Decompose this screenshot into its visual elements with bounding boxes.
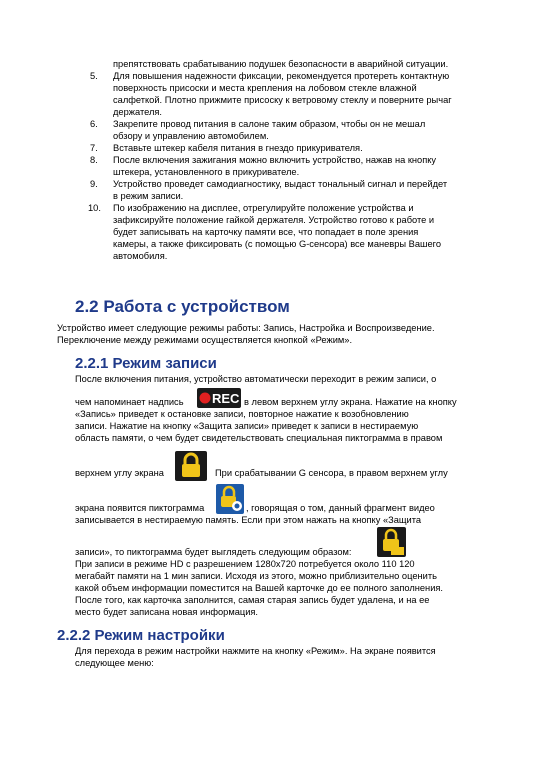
paragraph-line: Переключение между режимами осуществляется кнопкой «Режим». [57,335,353,345]
list-number: 10. [88,203,101,213]
list-number: 6. [90,119,98,129]
list-number: 8. [90,155,98,165]
paragraph-line: «Запись» приведет к остановке записи, повторное нажатие к возобновлению [75,409,409,419]
subsection-heading: 2.2.1 Режим записи [75,355,217,372]
list-item-line: Устройство проведет самодиагностику, выдаст тональный сигнал и перейдет [113,179,448,189]
protect-lock-icon [175,451,207,481]
protect-lock-graphic [175,451,207,481]
section-heading: 2.2 Работа с устройством [75,297,290,316]
paragraph-line: экрана появится пиктограмма [75,503,205,513]
list-item-line: Закрепите провод питания в салоне таким образом, чтобы он не мешал [113,119,426,129]
g-sensor-lock-icon [216,484,244,514]
paragraph-line: Устройство имеет следующие режимы работы: Запись, Настройка и Воспроизведение. [57,323,435,333]
manual-protect-lock-graphic [377,527,406,557]
paragraph-line: записывается в нестираемую память. Если при этом нажать на кнопку «Защита [75,515,422,525]
paragraph-line: , говорящая о том, данный фрагмент видео [246,503,435,513]
rec-indicator-graphic [197,388,241,408]
list-number: 9. [90,179,98,189]
paragraph-line: в левом верхнем углу экрана. Нажатие на кнопку [244,397,457,407]
paragraph-line: верхнем углу экрана [75,468,164,478]
paragraph-line: следующее меню: [75,658,154,668]
rec-indicator-icon [197,388,241,408]
list-item-line: салфеткой. Плотно прижмите присоску к ветровому стеклу и поверните рычаг [113,95,452,105]
list-item-line: По изображению на дисплее, отрегулируйте положение устройства и [113,203,414,213]
paragraph-line: При срабатывании G сенсора, в правом верхнем углу [215,468,448,478]
list-item-line: будет записывать на карточку памяти все, что попадает в поле зрения [113,227,419,237]
paragraph-line: записи. Нажатие на кнопку «Защита записи» приведет к записи в нестираемую [75,421,419,431]
paragraph-line: Для перехода в режим настройки нажмите на кнопку «Режим». На экране появится [75,646,436,656]
paragraph-line: мегабайт памяти на 1 мин записи. Исходя из этого, можно приблизительно оценить [75,571,437,581]
list-item-line: держателя. [113,107,163,117]
paragraph-line: место будет записана новая информация. [75,607,259,617]
paragraph-line: После включения питания, устройство автоматически переходит в режим записи, о [75,374,437,384]
g-sensor-lock-graphic [216,484,244,514]
list-item-line: зафиксируйте положение гайкой держателя. Устройство готово к работе и [113,215,435,225]
list-item-line: поверхность присоски и места крепления на лобовом стекле влажной [113,83,417,93]
list-item-line: обзору и управлению автомобилем. [113,131,269,141]
paragraph-line: чем напоминает надпись [75,397,184,407]
rec-label: REC [212,391,240,406]
paragraph-line: записи», то пиктограмма будет выглядеть следующим образом: [75,547,352,557]
list-item-line: После включения зажигания можно включить устройство, нажав на кнопку [113,155,437,165]
list-item-line: штекера, установленного в прикуривателе. [113,167,300,177]
list-item-line: Для повышения надежности фиксации, рекомендуется протереть контактную [113,71,450,81]
list-number: 7. [90,143,98,153]
paragraph-line: После того, как карточка заполнится, самая старая запись будет удалена, и на ее [75,595,430,605]
list-item-line: автомобиля. [113,251,168,261]
subsection-heading: 2.2.2 Режим настройки [57,627,225,644]
list-item-line: в режим записи. [113,191,184,201]
list-item-line: Вставьте штекер кабеля питания в гнездо прикуривателя. [113,143,363,153]
paragraph-line: какой объем информации поместится на Вашей карточке до ее полного заполнения. [75,583,444,593]
list-number: 5. [90,71,98,81]
paragraph-line: область памяти, о чем будет свидетельствовать специальная пиктограмма в правом [75,433,443,443]
list-continuation: препятствовать срабатыванию подушек безопасности в аварийной ситуации. [113,59,449,69]
manual-protect-lock-icon [377,527,406,557]
list-item-line: камеры, а также фиксировать (с помощью G-сенсора) все маневры Вашего [113,239,442,249]
paragraph-line: При записи в режиме HD с разрешением 1280x720 потребуется около 110 120 [75,559,415,569]
